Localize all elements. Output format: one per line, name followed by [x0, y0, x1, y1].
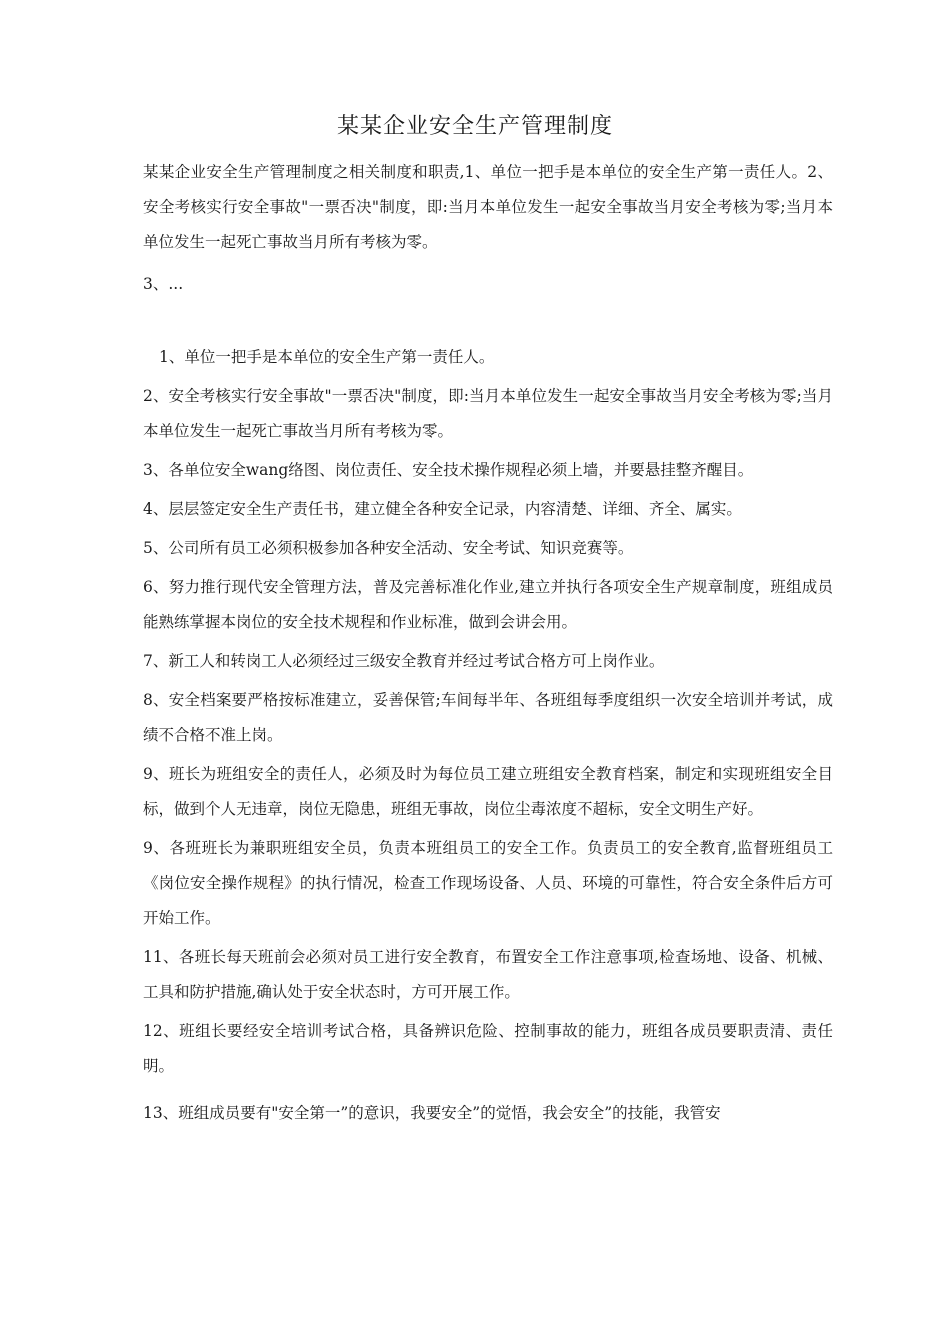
list-item: 6、努力推行现代安全管理方法，普及完善标准化作业,建立并执行各项安全生产规章制度，班组成员能熟练掌握本岗位的安全技术规程和作业标准，做到会讲会用。 — [143, 578, 833, 631]
list-item: 3、各单位安全wang络图、岗位责任、安全技术操作规程必须上墙，并要悬挂整齐醒目。 — [143, 461, 754, 479]
list-item: 8、安全档案要严格按标准建立，妥善保管;车间每半年、各班组每季度组织一次安全培训并考试，成绩不合格不准上岗。 — [143, 691, 833, 744]
list-item: 2、安全考核实行安全事故"一票否决"制度，即:当月本单位发生一起安全事故当月安全考核为零;当月本单位发生一起死亡事故当月所有考核为零。 — [143, 387, 833, 440]
list-item: 1、单位一把手是本单位的安全生产第一责任人。 — [159, 348, 495, 366]
list-item: 5、公司所有员工必须积极参加各种安全活动、安全考试、知识竞赛等。 — [143, 539, 634, 557]
intro-continuation: 3、... — [143, 275, 184, 293]
list-item: 4、层层签定安全生产责任书，建立健全各种安全记录，内容清楚、详细、齐全、属实。 — [143, 500, 742, 518]
list-item: 9、各班班长为兼职班组安全员，负责本班组员工的安全工作。负责员工的安全教育,监督班组员工《岗位安全操作规程》的执行情况，检查工作现场设备、人员、环境的可靠性，符合安全条件后方可开始工作。 — [143, 839, 833, 927]
regulation-list — [143, 340, 833, 1135]
list-item: 12、班组长要经安全培训考试合格，具备辨识危险、控制事故的能力，班组各成员要职责清、责任明。 — [143, 1022, 833, 1075]
list-item: 7、新工人和转岗工人必须经过三级安全教育并经过考试合格方可上岗作业。 — [143, 652, 665, 670]
list-item: 11、各班长每天班前会必须对员工进行安全教育，布置安全工作注意事项,检查场地、设备、机械、工具和防护措施,确认处于安全状态时，方可开展工作。 — [143, 948, 833, 1001]
list-item: 13、班组成员要有"安全第一”的意识，我要安全”的觉悟，我会安全”的技能，我管安 — [143, 1104, 721, 1122]
document-title: 某某企业安全生产管理制度 — [336, 114, 613, 139]
list-item: 9、班长为班组安全的责任人，必须及时为每位员工建立班组安全教育档案，制定和实现班组安全目标，做到个人无违章，岗位无隐患，班组无事故，岗位尘毒浓度不超标，安全文明生产好。 — [143, 765, 833, 818]
intro-paragraph: 某某企业安全生产管理制度之相关制度和职责,1、单位一把手是本单位的安全生产第一责任人。2、安全考核实行安全事故"一票否决"制度，即:当月本单位发生一起安全事故当月安全考核为零;当月本单位发生一起死亡事故当月所有考核为零。 — [143, 163, 833, 251]
